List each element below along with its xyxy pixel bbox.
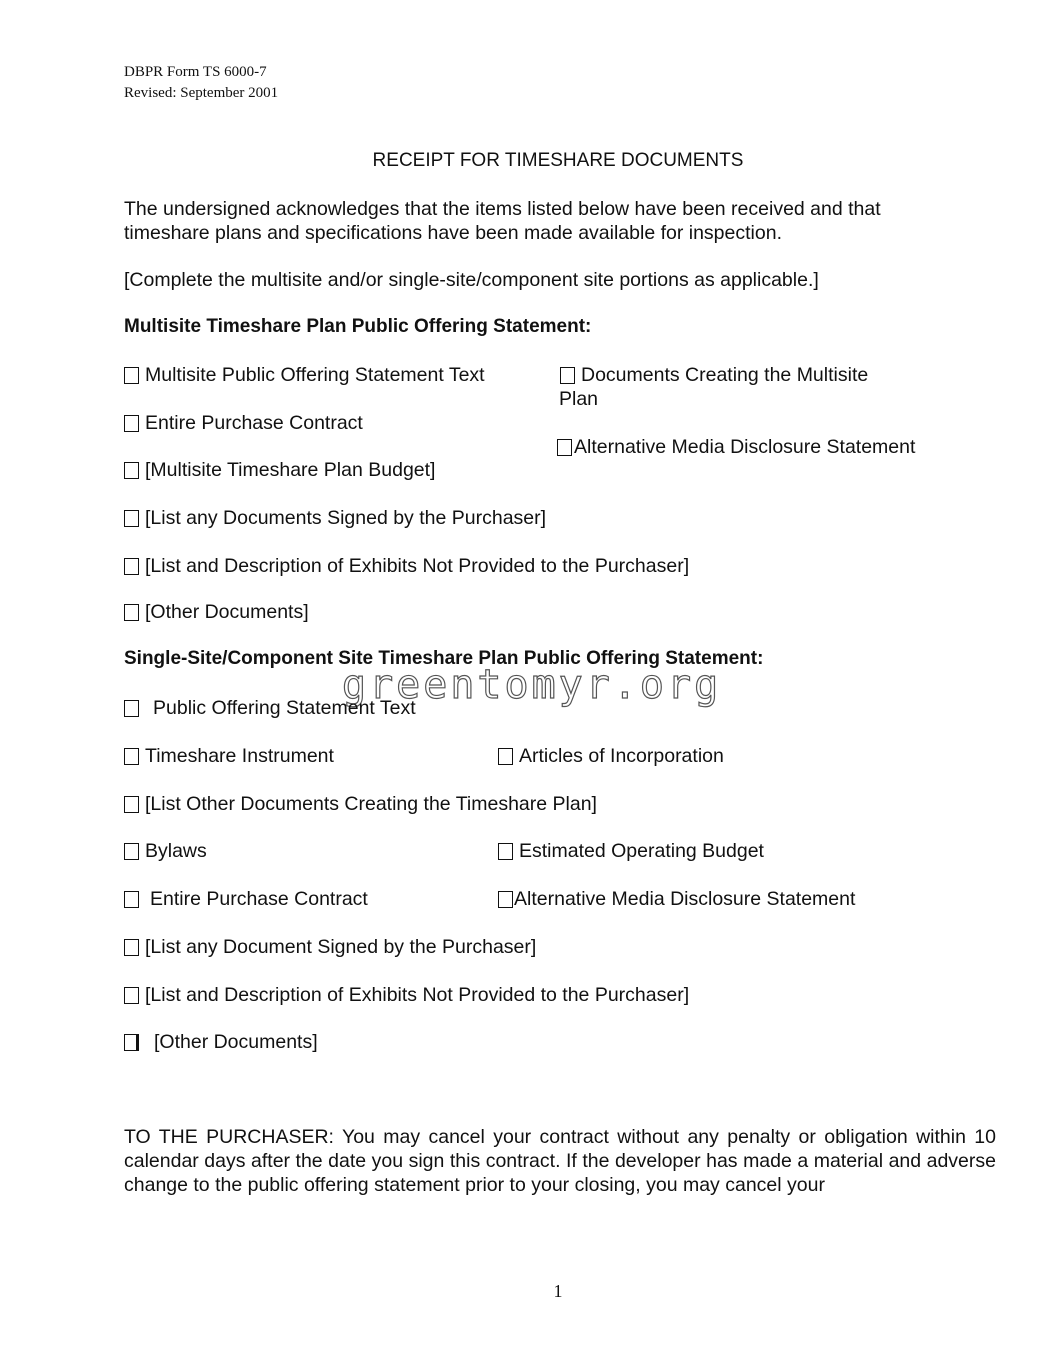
multisite-other-item[interactable] <box>124 600 309 624</box>
checkbox[interactable] <box>560 367 575 384</box>
form-number: DBPR Form TS 6000-7 <box>124 64 267 80</box>
checkbox[interactable] <box>124 843 139 860</box>
multisite-purchase-contract-item[interactable] <box>124 411 363 435</box>
intro-paragraph: The undersigned acknowledges that the items listed below have been received and that timeshare plans and specifications have been made available for inspection. <box>124 198 881 244</box>
item-label: Entire Purchase Contract <box>150 888 368 910</box>
singlesite-bylaws-item[interactable] <box>124 839 207 863</box>
checkbox[interactable] <box>124 510 139 527</box>
watermark: greentomyr.org <box>342 662 722 708</box>
singlesite-other-creating-item[interactable] <box>124 792 597 816</box>
multisite-exhibits-item[interactable] <box>124 554 689 578</box>
checkbox[interactable] <box>557 439 572 456</box>
singlesite-pos-text-item[interactable] <box>124 696 416 720</box>
item-label: [Other Documents] <box>145 601 309 623</box>
purchaser-notice: TO THE PURCHASER: You may cancel your contract without any penalty or obligation within 10 calendar days after the date you sign this contract. If the developer has made a material and adverse change to the public offering statement prior to your closing, you may cancel your <box>124 1126 996 1196</box>
item-label: [List any Documents Signed by the Purchaser] <box>145 507 547 529</box>
singlesite-articles-item[interactable] <box>498 744 724 768</box>
singlesite-heading: Single-Site/Component Site Timeshare Plan Public Offering Statement: <box>124 648 764 669</box>
multisite-heading: Multisite Timeshare Plan Public Offering Statement: <box>124 316 592 337</box>
singlesite-alt-media-item[interactable] <box>498 887 855 911</box>
checkbox[interactable] <box>498 748 513 765</box>
checkbox[interactable] <box>124 748 139 765</box>
item-label: Bylaws <box>145 840 207 862</box>
checkbox[interactable] <box>124 1034 139 1051</box>
checkbox[interactable] <box>498 843 513 860</box>
item-label: Articles of Incorporation <box>519 745 724 767</box>
item-label: Plan <box>559 388 599 410</box>
checkbox[interactable] <box>124 796 139 813</box>
multisite-docs-creating-item[interactable] <box>560 363 868 387</box>
checkbox[interactable] <box>124 939 139 956</box>
multisite-docs-creating-continued <box>559 387 598 411</box>
item-label: Documents Creating the Multisite <box>581 364 869 386</box>
page-title: RECEIPT FOR TIMESHARE DOCUMENTS <box>372 150 744 171</box>
checkbox[interactable] <box>124 462 139 479</box>
singlesite-other-item[interactable] <box>124 1030 318 1054</box>
item-label: [List and Description of Exhibits Not Provided to the Purchaser] <box>145 555 690 577</box>
item-label: [Other Documents] <box>154 1031 318 1053</box>
item-label: [List any Document Signed by the Purchaser] <box>145 936 537 958</box>
multisite-signed-docs-item[interactable] <box>124 506 546 530</box>
checkbox[interactable] <box>124 987 139 1004</box>
singlesite-exhibits-item[interactable] <box>124 983 689 1007</box>
instruction-text: [Complete the multisite and/or single-site/component site portions as applicable.] <box>124 269 819 291</box>
item-label: Alternative Media Disclosure Statement <box>514 888 856 910</box>
page-number: 1 <box>553 1281 563 1301</box>
multisite-budget-item[interactable] <box>124 458 435 482</box>
item-label: [Multisite Timeshare Plan Budget] <box>145 459 436 481</box>
checkbox[interactable] <box>124 558 139 575</box>
item-label: Timeshare Instrument <box>145 745 334 767</box>
item-label: Public Offering Statement Text <box>153 697 416 719</box>
checkbox[interactable] <box>124 700 139 717</box>
singlesite-signed-doc-item[interactable] <box>124 935 536 959</box>
checkbox[interactable] <box>124 891 139 908</box>
checkbox[interactable] <box>124 604 139 621</box>
item-label: [List and Description of Exhibits Not Provided to the Purchaser] <box>145 984 690 1006</box>
multisite-pos-text-item[interactable] <box>124 363 485 387</box>
checkbox[interactable] <box>124 367 139 384</box>
item-label: Multisite Public Offering Statement Text <box>145 364 485 386</box>
form-header <box>124 62 278 104</box>
item-label: Estimated Operating Budget <box>519 840 764 862</box>
checkbox[interactable] <box>124 415 139 432</box>
singlesite-budget-item[interactable] <box>498 839 764 863</box>
item-label: Alternative Media Disclosure Statement <box>574 436 916 458</box>
item-label: [List Other Documents Creating the Timeshare Plan] <box>145 793 597 815</box>
singlesite-instrument-item[interactable] <box>124 744 334 768</box>
singlesite-purchase-contract-item[interactable] <box>124 887 368 911</box>
checkbox[interactable] <box>498 891 513 908</box>
item-label: Entire Purchase Contract <box>145 412 363 434</box>
multisite-alt-media-item[interactable] <box>557 435 915 459</box>
form-revised-date: Revised: September 2001 <box>124 85 279 101</box>
